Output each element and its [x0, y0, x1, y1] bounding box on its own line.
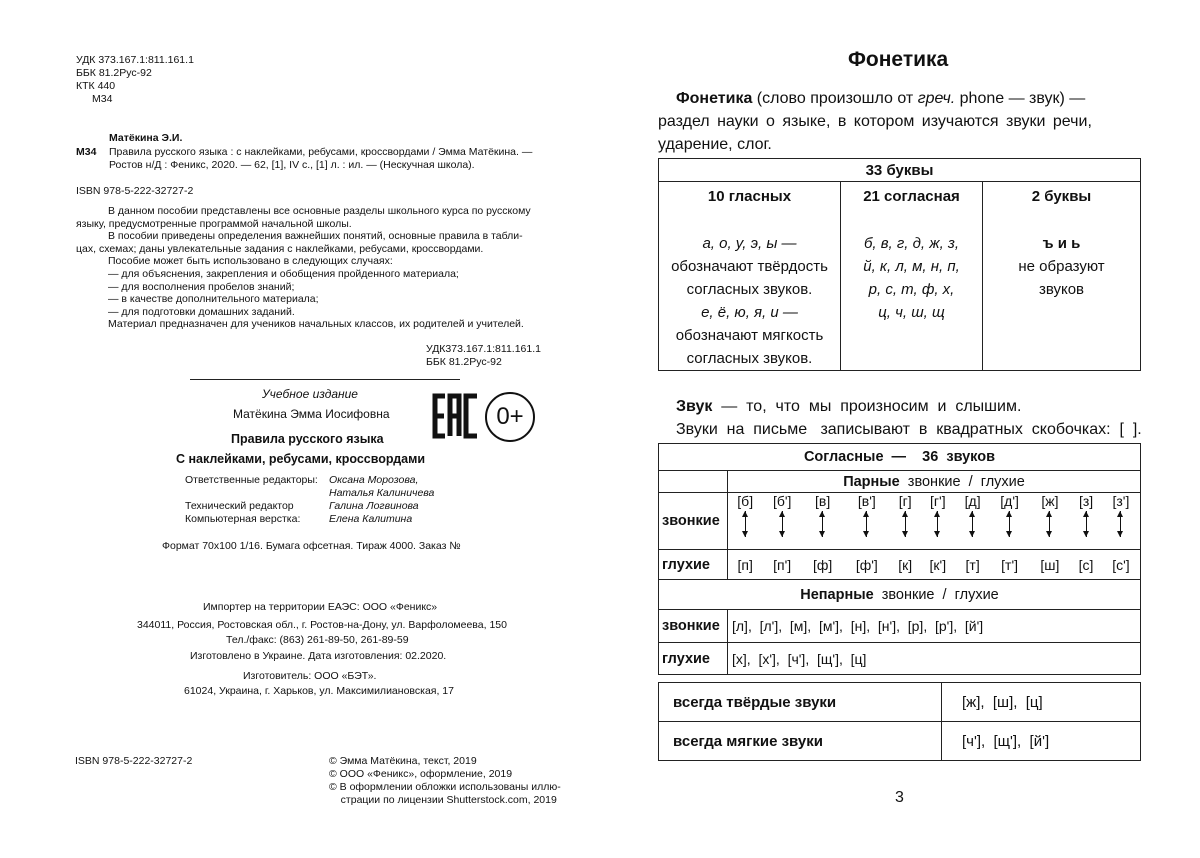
annotation: [76, 205, 531, 331]
vowels-soft-desc: обозначают мягкость: [675, 327, 824, 344]
signs-desc: не образуют: [1018, 258, 1105, 275]
age-rating-icon: 0+: [485, 392, 535, 442]
double-arrow-icon: [1009, 511, 1010, 537]
author-full: Матёкина Эмма Иосифовна: [233, 407, 390, 421]
signs-cell: [983, 182, 1141, 371]
consonants-cell: [841, 182, 983, 371]
double-arrow-icon: [937, 511, 938, 537]
bib-line-1: Правила русского языка : с наклейками, ребусами, кроссвордами / Эмма Матёкина. —: [109, 146, 533, 158]
unpaired-rest: звонкие / глухие: [873, 586, 999, 603]
unpaired-voiceless: [х], [х'], [ч'], [щ'], [ц]: [728, 643, 1141, 675]
annotation-line: — для объяснения, закрепления и обобщения пройденного материала;: [108, 267, 459, 280]
double-arrow-icon: [822, 511, 823, 537]
paired-voiced-cell: [1070, 493, 1102, 550]
vowels-hard: а, о, у, э, ы —: [702, 235, 797, 252]
paired-voiced-cell: [890, 493, 920, 550]
bib-line-2: Ростов н/Д : Феникс, 2020. — 62, [1], IV с., [1] л. : ил. — (Нескучная школа).: [109, 159, 475, 171]
paired-voiced-cell: [802, 493, 843, 550]
voiceless-label: глухие: [659, 550, 728, 580]
importer-line: Изготовлено в Украине. Дата изготовления: 02.2020.: [190, 650, 447, 662]
vowels-soft-desc: согласных звуков.: [686, 350, 813, 367]
paired-voiced-sound: [г']: [930, 493, 946, 509]
paired-rest: звонкие / глухие: [899, 473, 1025, 490]
consonants-line: р, с, т, ф, х,: [868, 281, 955, 298]
copyright-line: © Эмма Матёкина, текст, 2019: [329, 755, 477, 767]
sound-term: Звук: [676, 398, 713, 415]
annotation-line: — в качестве дополнительного материала;: [108, 293, 319, 306]
intro-line-1: [676, 87, 1085, 110]
paired-voiced-sound: [д']: [1000, 493, 1019, 509]
page-title: Фонетика: [848, 48, 949, 71]
isbn-top: ISBN 978-5-222-32727-2: [76, 185, 194, 197]
paired-header: [728, 471, 1141, 493]
paired-voiced-sound: [б']: [772, 493, 792, 509]
paired-voiceless-cell: [ш]: [1030, 550, 1071, 580]
credit-name: Галина Логвинова: [329, 500, 419, 512]
maker-line: Изготовитель: ООО «БЭТ».: [243, 670, 377, 682]
importer-line: Тел./факс: (863) 261-89-50, 261-89-59: [226, 634, 409, 646]
credit-name: Оксана Морозова,: [329, 474, 419, 486]
intro-term: Фонетика: [676, 90, 753, 107]
annotation-line: — для восполнения пробелов знаний;: [108, 280, 295, 293]
paired-voiceless-cell: [ф]: [802, 550, 843, 580]
format-line: Формат 70х100 1/16. Бумага офсетная. Тираж 4000. Заказ №: [162, 540, 461, 552]
paired-voiceless-cell: [т]: [956, 550, 990, 580]
copyright-line: страции по лицензии Shutterstock.com, 2019: [329, 794, 557, 806]
vowels-soft: е, ё, ю, я, и —: [701, 304, 798, 321]
annotation-line: языку, предусмотренные программой начальной школы.: [76, 217, 352, 230]
double-arrow-icon: [905, 511, 906, 537]
unpaired-voiced-label: звонкие: [659, 610, 728, 643]
double-arrow-icon: [1120, 511, 1121, 537]
paired-voiced-sound: [г]: [898, 493, 912, 509]
intro-line-3: ударение, слог.: [658, 136, 772, 153]
annotation-line: В пособии приведены определения важнейших понятий, основные правила в табли-: [108, 230, 523, 243]
credit-role: Ответственные редакторы:: [185, 474, 318, 486]
ktk-code: КТК 440: [76, 80, 116, 92]
letters-header: 33 буквы: [659, 159, 1141, 182]
voiced-label: звонкие: [659, 493, 728, 550]
sound-def: — то, что мы произносим и слышим.: [712, 398, 1022, 415]
paired-voiceless-cell: [к']: [920, 550, 955, 580]
consonants-head: 21 согласная: [863, 188, 960, 205]
bbk-code: ББК 81.2Рус-92: [76, 67, 152, 79]
sounds-header: Согласные — 36 звуков: [659, 444, 1141, 471]
edition-type: Учебное издание: [262, 387, 358, 401]
bbk-right: ББК 81.2Рус-92: [426, 356, 502, 368]
paired-voiceless-cell: [с]: [1070, 550, 1102, 580]
code-m34: М34: [76, 146, 97, 158]
unpaired-bold: Непарные: [800, 586, 874, 603]
author-short: Матёкина Э.И.: [109, 132, 183, 144]
paired-voiceless-cell: [к]: [890, 550, 920, 580]
divider: [190, 379, 460, 380]
paired-voiced-cell: [990, 493, 1030, 550]
always-soft-value: [ч'], [щ'], [й']: [942, 722, 1141, 761]
paired-voiced-sound: [в]: [815, 493, 831, 509]
double-arrow-icon: [1049, 511, 1050, 537]
paired-voiceless-cell: [ф']: [843, 550, 890, 580]
double-arrow-icon: [745, 511, 746, 537]
copyright-line: © ООО «Феникс», оформление, 2019: [329, 768, 513, 780]
paired-voiced-sound: [з]: [1078, 493, 1094, 509]
paired-voiceless-cell: [п']: [762, 550, 802, 580]
udk-code: УДК 373.167.1:811.161.1: [76, 54, 194, 66]
vowels-hard-desc: обозначают твёрдость: [671, 258, 828, 275]
signs-letters: ъ и ь: [1042, 235, 1081, 252]
consonants-line: б, в, г, д, ж, з,: [863, 235, 960, 252]
importer-line: Импортер на территории ЕАЭС: ООО «Феникс»: [203, 601, 438, 613]
blank-cell: [659, 471, 728, 493]
author-sign: М34: [92, 93, 113, 105]
paired-voiced-cell: [1102, 493, 1141, 550]
always-table: [658, 682, 1141, 761]
paired-voiceless-cell: [п]: [728, 550, 763, 580]
udk-right: УДК373.167.1:811.161.1: [426, 343, 541, 355]
intro-text: phone — звук) —: [955, 90, 1086, 107]
sound-definition: [676, 395, 1021, 418]
eac-mark-icon: [432, 393, 480, 439]
consonants-line: ц, ч, ш, щ: [878, 304, 945, 321]
always-hard-value: [ж], [ш], [ц]: [942, 683, 1141, 722]
consonants-line: й, к, л, м, н, п,: [863, 258, 960, 275]
paired-voiced-sound: [д]: [964, 493, 981, 509]
signs-head: 2 буквы: [1031, 188, 1092, 205]
intro-text: (слово произошло от: [752, 90, 918, 107]
sounds-table: [658, 443, 1141, 675]
annotation-line: — для подготовки домашних заданий.: [108, 305, 295, 318]
annotation-line: Материал предназначен для учеников начальных классов, их родителей и учителей.: [108, 318, 524, 331]
paired-voiceless-cell: [т']: [990, 550, 1030, 580]
credit-name: Наталья Калиничева: [329, 487, 435, 499]
annotation-line: Пособие может быть использовано в следующих случаях:: [108, 255, 393, 268]
paired-voiced-cell: [1030, 493, 1071, 550]
paired-voiced-cell: [728, 493, 763, 550]
paired-voiced-sound: [з']: [1112, 493, 1130, 509]
vowels-hard-desc: согласных звуков.: [686, 281, 813, 298]
vowels-head: 10 гласных: [707, 188, 792, 205]
paired-voiced-sound: [ж]: [1041, 493, 1059, 509]
copyright-line: © В оформлении обложки использованы иллю-: [329, 781, 561, 793]
paired-voiced-cell: [843, 493, 890, 550]
sound-line-2: Звуки на письме записывают в квадратных скобочках: [ ].: [676, 421, 1142, 438]
double-arrow-icon: [866, 511, 867, 537]
paired-voiceless-cell: [с']: [1102, 550, 1141, 580]
intro-line-2: раздел науки о языке, в котором изучаются звуки речи,: [658, 113, 1092, 130]
paired-voiced-cell: [956, 493, 990, 550]
unpaired-voiced: [л], [л'], [м], [м'], [н], [н'], [р], [р'], [й']: [728, 610, 1141, 643]
vowels-cell: [659, 182, 841, 371]
always-hard-label: всегда твёрдые звуки: [659, 683, 942, 722]
double-arrow-icon: [972, 511, 973, 537]
paired-voiced-sound: [б]: [737, 493, 754, 509]
annotation-line: В данном пособии представлены все основные разделы школьного курса по русскому: [108, 205, 531, 217]
importer-line: 344011, Россия, Ростовская обл., г. Ростов-на-Дону, ул. Варфоломеева, 150: [137, 619, 507, 631]
paired-voiced-cell: [762, 493, 802, 550]
book-title: Правила русского языка: [231, 432, 384, 446]
double-arrow-icon: [782, 511, 783, 537]
credit-name: Елена Калитина: [329, 513, 413, 525]
isbn-bottom: ISBN 978-5-222-32727-2: [75, 755, 193, 767]
double-arrow-icon: [1086, 511, 1087, 537]
paired-bold: Парные: [843, 473, 900, 490]
annotation-line: цах, схемах; даны увлекательные задания с наклейками, ребусами, кроссвордами.: [76, 242, 484, 255]
unpaired-voiceless-label: глухие: [659, 643, 728, 675]
book-subtitle: С наклейками, ребусами, кроссвордами: [176, 452, 426, 466]
page-number: 3: [895, 789, 904, 806]
unpaired-header: [659, 580, 1141, 610]
credit-role: Технический редактор: [185, 500, 294, 512]
intro-greek: греч.: [917, 90, 956, 107]
credit-role: Компьютерная верстка:: [185, 513, 301, 525]
paired-voiced-cell: [920, 493, 955, 550]
maker-line: 61024, Украина, г. Харьков, ул. Максимилиановская, 17: [184, 685, 454, 697]
always-soft-label: всегда мягкие звуки: [659, 722, 942, 761]
paired-voiced-sound: [в']: [857, 493, 876, 509]
letters-table: [658, 158, 1141, 371]
signs-desc: звуков: [1038, 281, 1085, 298]
